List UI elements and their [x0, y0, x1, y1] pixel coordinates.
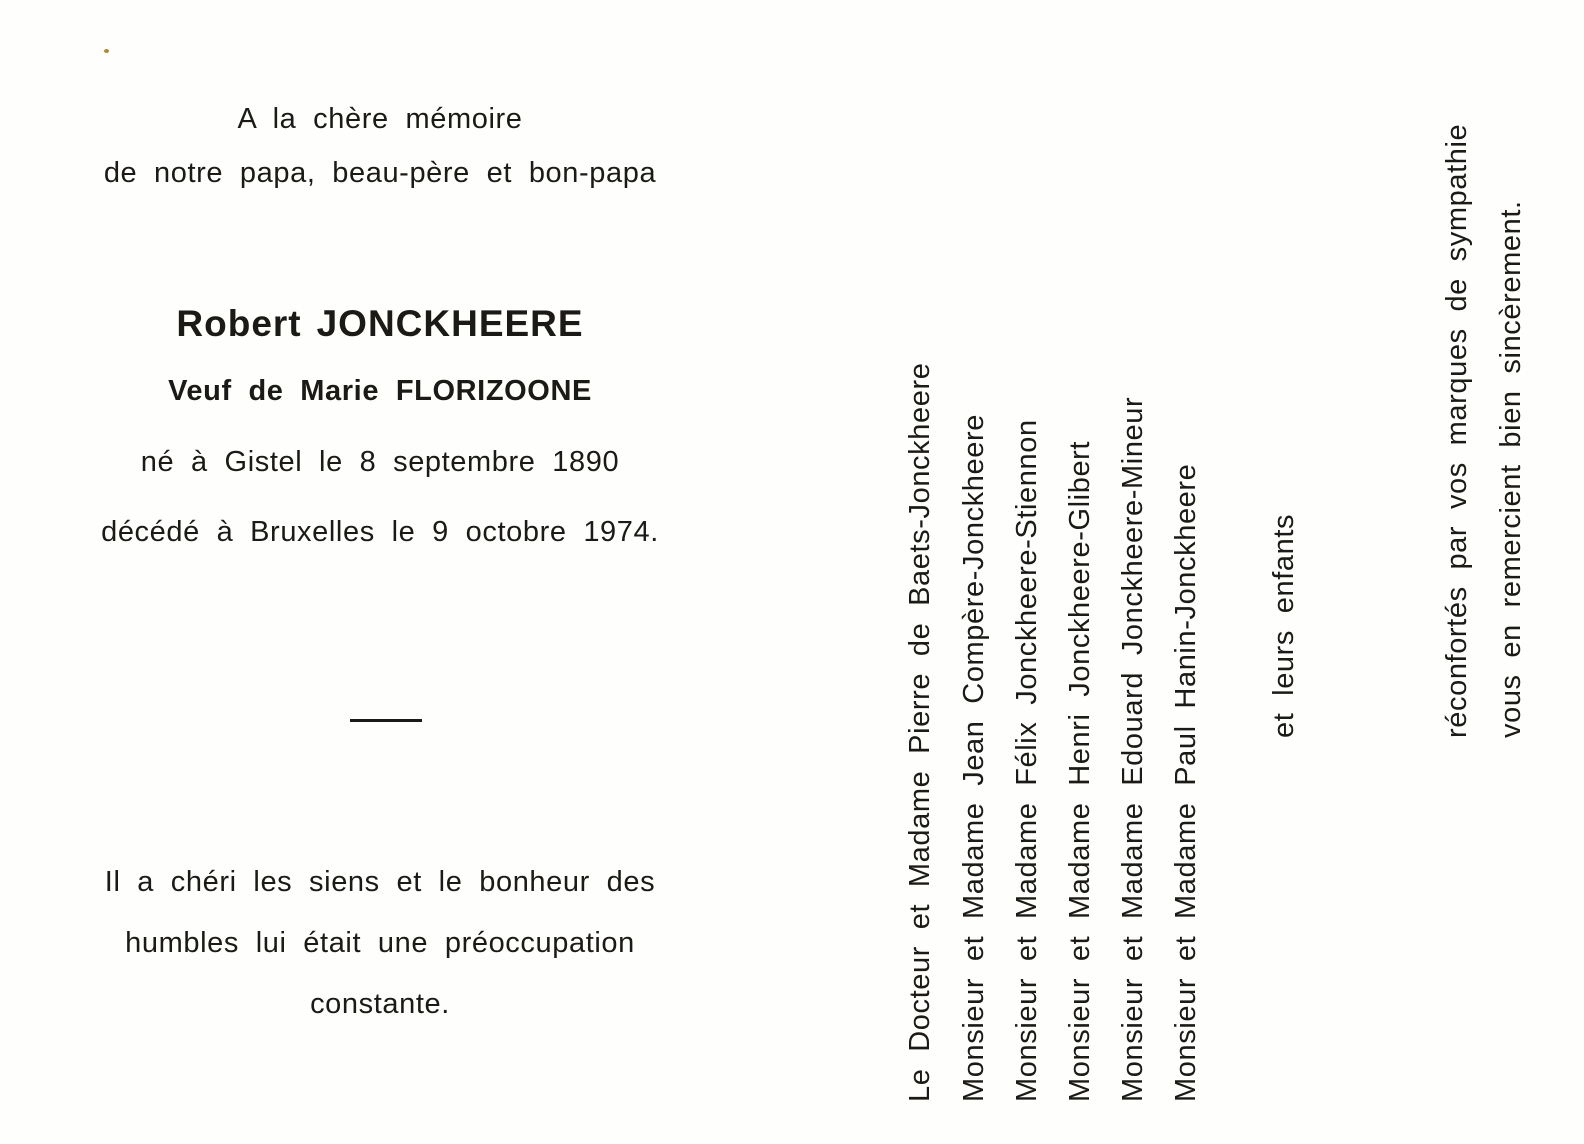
death-line: décédé à Bruxelles le 9 octobre 1974. — [101, 516, 659, 548]
birth-line: né à Gistel le 8 septembre 1890 — [140, 446, 620, 478]
ink-speck — [104, 49, 109, 53]
epitaph-line-2: humbles lui était une préoccupation — [125, 927, 635, 959]
thanks-line-1: réconfortés par vos marques de sympathie — [1441, 123, 1473, 738]
family-member-5: Monsieur et Madame Edouard Jonckheere-Mineur — [1117, 396, 1149, 1102]
epitaph-line-3: constante. — [310, 988, 450, 1020]
epitaph-line-1: Il a chéri les siens et le bonheur des — [104, 866, 656, 898]
family-member-6: Monsieur et Madame Paul Hanin-Jonckheere — [1170, 463, 1202, 1102]
thanks-line-2: vous en remercient bien sincèrement. — [1495, 200, 1527, 738]
dedication-line-1: A la chère mémoire — [237, 103, 523, 135]
separator-rule — [350, 719, 422, 722]
and-children: et leurs enfants — [1268, 513, 1300, 738]
dedication-line-2: de notre papa, beau-père et bon-papa — [103, 157, 657, 189]
deceased-name: Robert JONCKHEERE — [176, 303, 584, 344]
family-member-1: Le Docteur et Madame Pierre de Baets-Jonckheere — [904, 362, 936, 1102]
family-member-2: Monsieur et Madame Jean Compère-Jonckheere — [958, 414, 990, 1102]
family-member-3: Monsieur et Madame Félix Jonckheere-Stiennon — [1011, 419, 1043, 1102]
widower-of: Veuf de Marie FLORIZOONE — [168, 375, 592, 407]
family-member-4: Monsieur et Madame Henri Jonckheere-Glibert — [1064, 440, 1096, 1102]
